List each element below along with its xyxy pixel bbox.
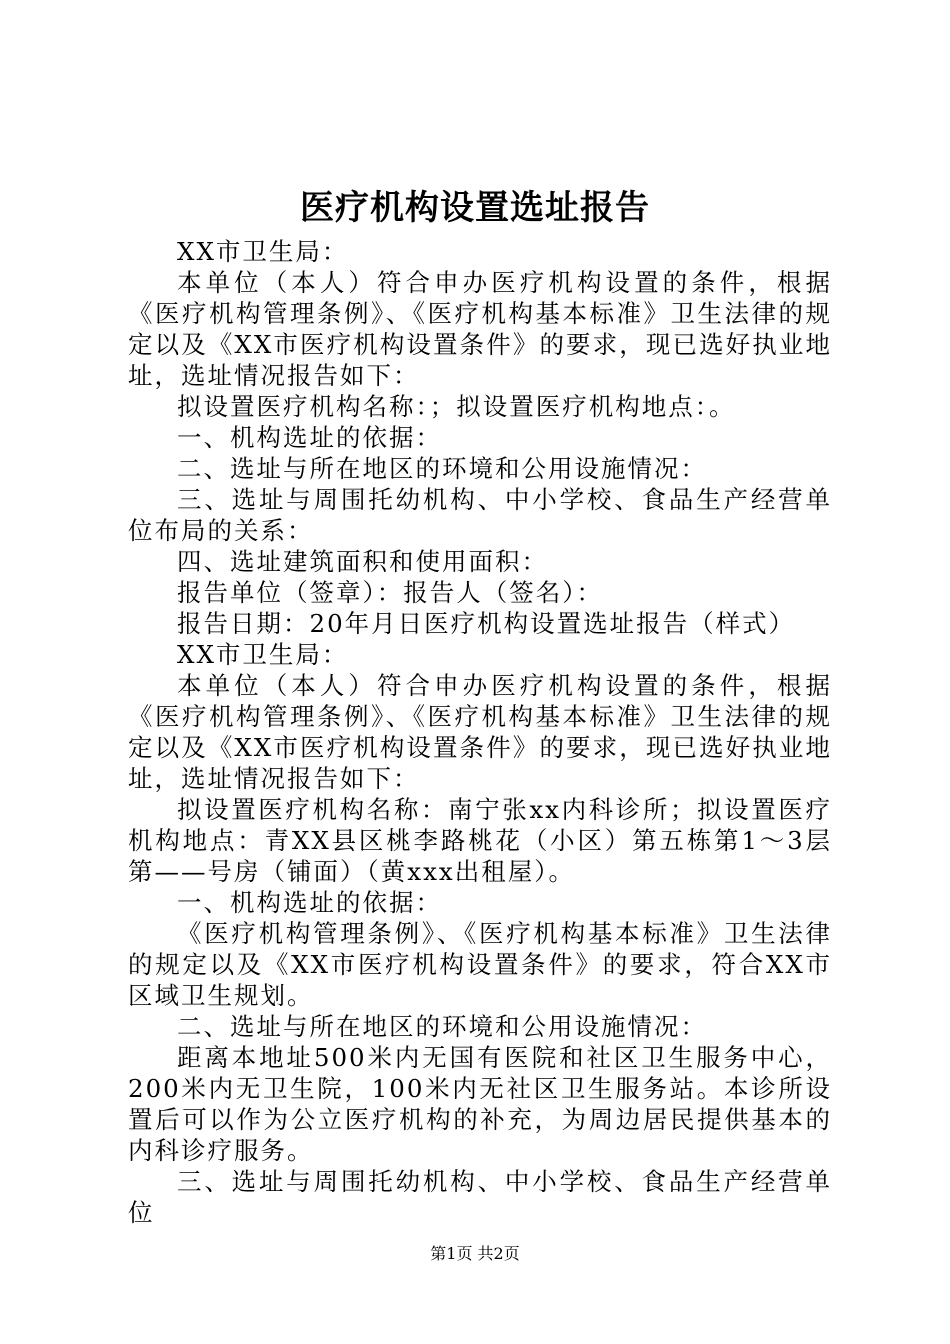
paragraph: 本单位（本人）符合申办医疗机构设置的条件，根据《医疗机构管理条例》、《医疗机构基本标准》卫生法律的规定以及《XX市医疗机构设置条件》的要求，现已选好执业地址，选址情况报告如下： (128, 268, 832, 390)
paragraph: 二、选址与所在地区的环境和公用设施情况： (177, 454, 707, 483)
paragraph: 三、选址与周围托幼机构、中小学校、食品生产经营单位 (128, 1167, 832, 1227)
paragraph: 报告单位（签章）：报告人（签名）： (177, 578, 603, 607)
paragraph: 四、选址建筑面积和使用面积： (177, 547, 548, 576)
document-body (128, 236, 832, 1228)
paragraph: 一、机构选址的依据： (177, 423, 442, 452)
paragraph: 报告日期：20年月日医疗机构设置选址报告（样式） (177, 609, 796, 638)
paragraph: 距离本地址500米内无国有医院和社区卫生服务中心，200米内无卫生院，100米内无社区卫生服务站。本诊所设置后可以作为公立医疗机构的补充，为周边居民提供基本的内科诊疗服务。 (128, 1043, 832, 1165)
paragraph: 拟设置医疗机构名称：南宁张xx内科诊所；拟设置医疗机构地点：青XX县区桃李路桃花（小区）第五栋第1～3层第——号房（铺面）（黄xxx出租屋）。 (128, 795, 832, 886)
paragraph: 本单位（本人）符合申办医疗机构设置的条件，根据《医疗机构管理条例》、《医疗机构基本标准》卫生法律的规定以及《XX市医疗机构设置条件》的要求，现已选好执业地址，选址情况报告如下： (128, 671, 832, 793)
paragraph: 二、选址与所在地区的环境和公用设施情况： (177, 1012, 707, 1041)
paragraph: 拟设置医疗机构名称：；拟设置医疗机构地点：。 (177, 392, 736, 421)
paragraph: 《医疗机构管理条例》、《医疗机构基本标准》卫生法律的规定以及《XX市医疗机构设置条件》的要求，符合XX市区域卫生规划。 (128, 919, 832, 1010)
document-title: 医疗机构设置选址报告 (300, 188, 650, 228)
page-footer: 第1页 共2页 (430, 1244, 520, 1263)
paragraph: 一、机构选址的依据： (177, 888, 442, 917)
paragraph: XX市卫生局： (177, 640, 349, 669)
paragraph: XX市卫生局： (177, 237, 349, 266)
paragraph: 三、选址与周围托幼机构、中小学校、食品生产经营单位布局的关系： (128, 485, 832, 545)
